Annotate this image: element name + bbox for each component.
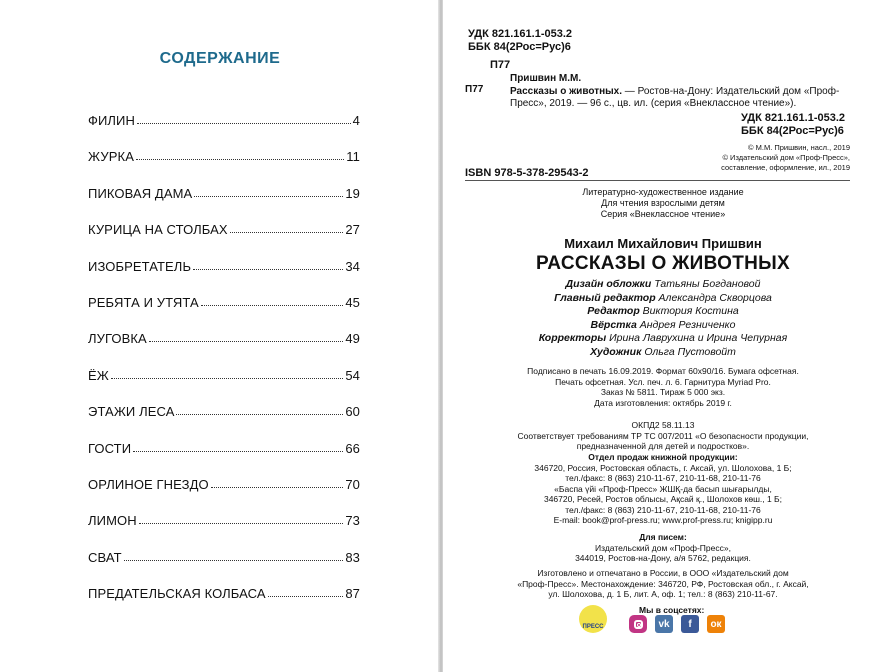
- sales-title: Отдел продаж книжной продукции:: [588, 452, 738, 462]
- okpd-line: ОКПД2 58.11.13: [631, 420, 695, 430]
- toc-item-title: ЭТАЖИ ЛЕСА: [88, 404, 175, 420]
- staff-name: Александра Скворцова: [658, 291, 772, 304]
- biblio-title: Рассказы о животных.: [510, 86, 623, 97]
- toc-item-page: 19: [345, 185, 360, 201]
- toc-item-title: РЕБЯТА И УТЯТА: [88, 295, 199, 310]
- copyrights: [678, 143, 850, 173]
- sales-line: 346720, Россия, Ростовская область, г. Аксай, ул. Шолохова, 1 Б;: [534, 462, 792, 473]
- printed-line: «Проф-Пресс». Местонахождение: 346720, РФ, Ростовская обл., г. Аксай,: [517, 578, 809, 589]
- staff-role: Вёрстка: [590, 318, 637, 331]
- toc-item[interactable]: [88, 144, 360, 164]
- sales-line: тел./факс: 8 (863) 210-11-67, 210-11-68, 210-11-76: [565, 473, 761, 483]
- toc-item-title: ЛУГОВКА: [88, 331, 147, 347]
- bbk-top: ББК 84(2Рос=Рус)6: [468, 41, 571, 53]
- toc-leader-dots: [111, 378, 343, 379]
- toc-leader-dots: [176, 414, 343, 415]
- toc-item-page: 54: [345, 367, 360, 383]
- toc-item-title: ЖУРКА: [88, 149, 134, 165]
- toc-item-page: 87: [345, 586, 360, 602]
- right-page: [443, 0, 880, 672]
- author-mark: П77: [490, 59, 511, 71]
- printed-line: Изготовлено и отпечатано в России, в ООО «Издательский дом: [537, 568, 789, 578]
- letters-line: 344019, Ростов-на-Дону, а/я 5762, редакция.: [575, 553, 751, 563]
- toc-leader-dots: [194, 196, 343, 197]
- toc-leader-dots: [136, 159, 344, 160]
- toc-item[interactable]: [88, 399, 360, 419]
- toc-item-page: 4: [352, 113, 360, 128]
- udk-bbk-right: [741, 112, 845, 138]
- staff-line: [483, 305, 843, 319]
- staff-line: [483, 332, 843, 346]
- toc-item[interactable]: [88, 545, 360, 565]
- vk-icon[interactable]: vk: [655, 615, 673, 633]
- copyright-line: © М.М. Пришвин, насл., 2019: [748, 143, 850, 152]
- staff-name: Татьяны Богдановой: [654, 278, 761, 290]
- print-line: Заказ № 5811. Тираж 5 000 экз.: [600, 387, 726, 397]
- genre-block: [483, 187, 843, 220]
- author-mark-side: П77: [465, 84, 484, 95]
- print-line: Подписано в печать 16.09.2019. Формат 60х90/16. Бумага офсетная.: [527, 366, 799, 376]
- logo-text: ПРЕСС: [582, 624, 604, 630]
- toc-leader-dots: [230, 232, 344, 233]
- staff-role: Редактор: [587, 305, 640, 317]
- sales-email: E-mail: book@prof-press.ru; www.prof-press.ru; knigipp.ru: [553, 515, 773, 525]
- udk-top: УДК 821.161.1-053.2: [468, 28, 573, 40]
- sales-line: тел./факс: 8 (863) 210-11-67, 210-11-68, 210-11-76: [565, 504, 761, 515]
- staff-name: Виктория Костина: [642, 305, 739, 317]
- author-short: Пришвин М.М.: [510, 73, 582, 84]
- staff-name: Ольга Пустовойт: [644, 345, 736, 358]
- staff-line: [483, 319, 843, 333]
- okpd-line: Соответствует требованиям ТР ТС 007/2011 «О безопасности продукции,: [517, 430, 809, 441]
- sales-line: 346720, Ресей, Ростов облысы, Ақсай қ., Шолохов көш., 1 Б;: [543, 494, 783, 504]
- toc-leader-dots: [193, 269, 343, 270]
- staff-role: Дизайн обложки: [565, 278, 652, 290]
- toc-title: СОДЕРЖАНИЕ: [159, 50, 281, 67]
- toc-leader-dots: [268, 596, 344, 597]
- toc-leader-dots: [133, 451, 343, 452]
- toc-item-page: 70: [345, 477, 360, 492]
- staff-role: Художник: [590, 345, 642, 358]
- toc-item[interactable]: [88, 217, 360, 237]
- okpd-line: предназначенной для детей и подростков».: [576, 441, 750, 451]
- instagram-icon[interactable]: [629, 615, 647, 633]
- toc-item-title: ГОСТИ: [88, 440, 132, 456]
- staff-name: Андрея Резниченко: [639, 318, 736, 331]
- toc-item-title: ИЗОБРЕТАТЕЛЬ: [88, 258, 192, 274]
- staff-role: Корректоры: [538, 332, 607, 344]
- toc-item-page: 27: [345, 222, 360, 238]
- toc-item[interactable]: [88, 181, 360, 201]
- book-title: РАССКАЗЫ О ЖИВОТНЫХ: [535, 253, 790, 274]
- print-info: [483, 366, 843, 408]
- bibliographic-description: [510, 86, 850, 110]
- copyright-line: составление, оформление, ил., 2019: [721, 163, 850, 172]
- publisher-logo: [579, 605, 607, 633]
- toc-item[interactable]: [88, 472, 360, 492]
- udk-bbk-top: [468, 28, 572, 54]
- biblio-rest: — Ростов-на-Дону: Издательский дом «Проф-Пресс», 2019. — 96 с., цв. ил. (серия «Внеклассное чтение»).: [510, 86, 840, 109]
- toc-item-title: СВАТ: [88, 549, 122, 565]
- facebook-icon[interactable]: f: [681, 615, 699, 633]
- toc-item-page: 60: [345, 404, 360, 420]
- genre-line: Серия «Внеклассное чтение»: [600, 209, 726, 219]
- printed-line: ул. Шолохова, д. 1 Б, лит. А, оф. 1; тел.: 8 (863) 210-11-67.: [548, 589, 778, 599]
- letters-block: [483, 532, 843, 564]
- bbk-right: ББК 84(2Рос=Рус)6: [741, 125, 844, 137]
- toc-item-title: ФИЛИН: [88, 113, 135, 128]
- toc-item[interactable]: [88, 581, 360, 601]
- divider: [465, 180, 850, 181]
- sales-line: «Баспа үйі «Проф-Пресс» ЖШҚ-да басып шығарылды,: [554, 483, 772, 494]
- toc-item[interactable]: [88, 290, 360, 310]
- print-line: Дата изготовления: октябрь 2019 г.: [594, 397, 732, 408]
- toc-item-page: 66: [345, 440, 360, 456]
- toc-item-title: ЛИМОН: [88, 513, 137, 529]
- toc-leader-dots: [137, 123, 351, 124]
- staff-role: Главный редактор: [554, 291, 656, 304]
- toc-item-title: КУРИЦА НА СТОЛБАХ: [88, 222, 228, 238]
- staff-line: [483, 346, 843, 360]
- toc-leader-dots: [124, 560, 344, 561]
- toc-item[interactable]: [88, 326, 360, 346]
- udk-right: УДК 821.161.1-053.2: [741, 112, 846, 124]
- toc-item-title: ОРЛИНОЕ ГНЕЗДО: [88, 477, 209, 492]
- sales-block: [483, 452, 843, 526]
- toc-leader-dots: [211, 487, 344, 488]
- toc-item-page: 45: [345, 295, 360, 310]
- copyright-line: © Издательский дом «Проф-Пресс»,: [722, 153, 850, 162]
- printed-block: [483, 568, 843, 600]
- toc-leader-dots: [201, 305, 344, 306]
- genre-line: Литературно-художественное издание: [582, 187, 744, 197]
- toc-item-title: ЁЖ: [88, 367, 109, 383]
- toc-leader-dots: [149, 341, 344, 342]
- genre-line: Для чтения взрослыми детям: [601, 198, 725, 208]
- toc-item-page: 11: [346, 149, 360, 165]
- toc-leader-dots: [139, 523, 344, 524]
- okpd-block: [483, 420, 843, 452]
- letters-line: Издательский дом «Проф-Пресс»,: [595, 542, 731, 553]
- staff-line: [483, 292, 843, 306]
- staff-credits: [483, 278, 843, 359]
- toc-item[interactable]: [88, 108, 360, 128]
- toc-item[interactable]: [88, 436, 360, 456]
- letters-title: Для писем:: [639, 532, 687, 542]
- toc-item[interactable]: [88, 254, 360, 274]
- toc-item-page: 34: [345, 258, 360, 274]
- toc-item[interactable]: [88, 508, 360, 528]
- odnoklassniki-icon[interactable]: ок: [707, 615, 725, 633]
- toc-item[interactable]: [88, 363, 360, 383]
- staff-name: Ирина Лаврухина и Ирина Чепурная: [609, 332, 788, 344]
- toc-item-page: 49: [345, 331, 360, 347]
- toc-item-page: 83: [345, 549, 360, 565]
- staff-line: [483, 278, 843, 292]
- toc-item-page: 73: [345, 513, 360, 529]
- toc-item-title: ПРЕДАТЕЛЬСКАЯ КОЛБАСА: [88, 586, 266, 602]
- isbn: ISBN 978-5-378-29543-2: [465, 167, 589, 179]
- author-full-name: Михаил Михайлович Пришвин: [564, 236, 762, 251]
- social-label: Мы в соцсетях:: [639, 605, 705, 615]
- print-line: Печать офсетная. Усл. печ. л. 6. Гарнитура Myriad Pro.: [555, 376, 771, 387]
- toc-item-title: ПИКОВАЯ ДАМА: [88, 185, 193, 201]
